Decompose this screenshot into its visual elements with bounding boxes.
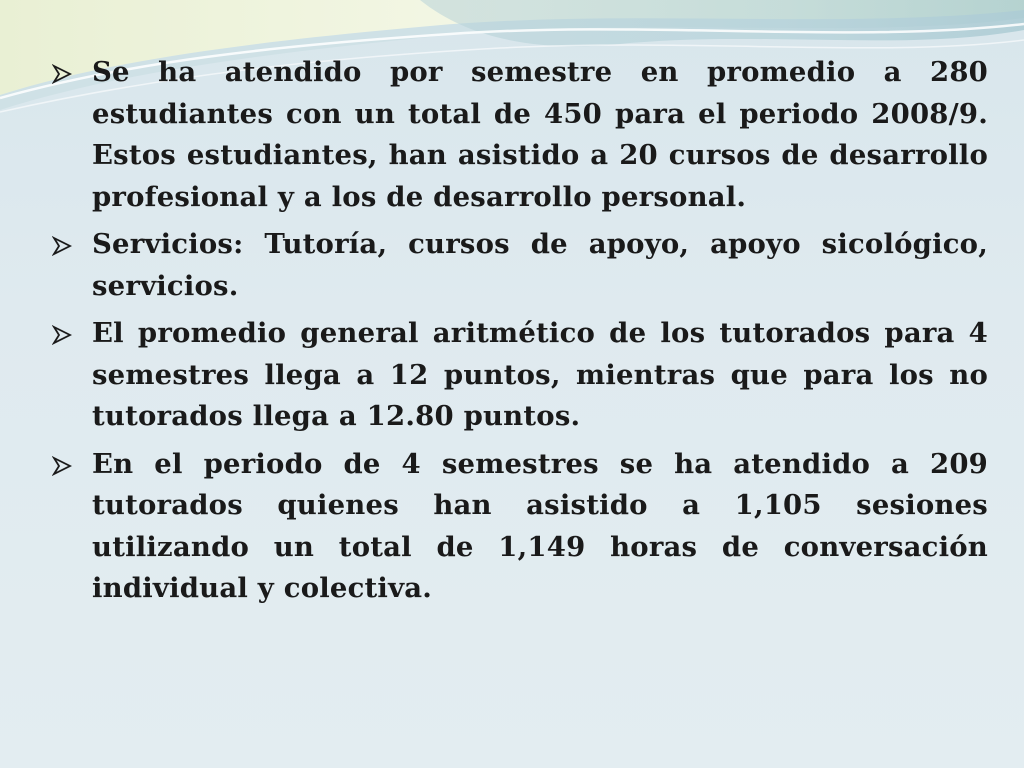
bullet-text: El promedio general aritmético de los tutorados para 4 semestres llega a 12 puntos, mientras que para los no tutorados llega a 12.80 puntos. xyxy=(92,317,988,432)
arrowhead-bullet-icon xyxy=(52,236,72,256)
arrowhead-bullet-icon xyxy=(52,456,72,476)
bullet-text: En el periodo de 4 semestres se ha atendido a 209 tutorados quienes han asistido a 1,105 sesiones utilizando un total de 1,149 horas de conversación individual y colectiva. xyxy=(92,447,988,604)
bullet-item-services xyxy=(50,224,988,307)
arrowhead-bullet-icon xyxy=(52,325,72,345)
bullet-item-enrollment xyxy=(50,52,988,218)
arrowhead-bullet-icon xyxy=(52,64,72,84)
bullet-list xyxy=(50,52,988,616)
bullet-item-averages xyxy=(50,313,988,438)
bullet-text: Se ha atendido por semestre en promedio a 280 estudiantes con un total de 450 para el periodo 2008/9. Estos estudiantes, han asistido a 20 cursos de desarrollo profesional y a los de desarrollo personal. xyxy=(92,56,988,213)
bullet-item-sessions xyxy=(50,444,988,610)
bullet-text: Servicios: Tutoría, cursos de apoyo, apoyo sicológico, servicios. xyxy=(92,228,988,302)
